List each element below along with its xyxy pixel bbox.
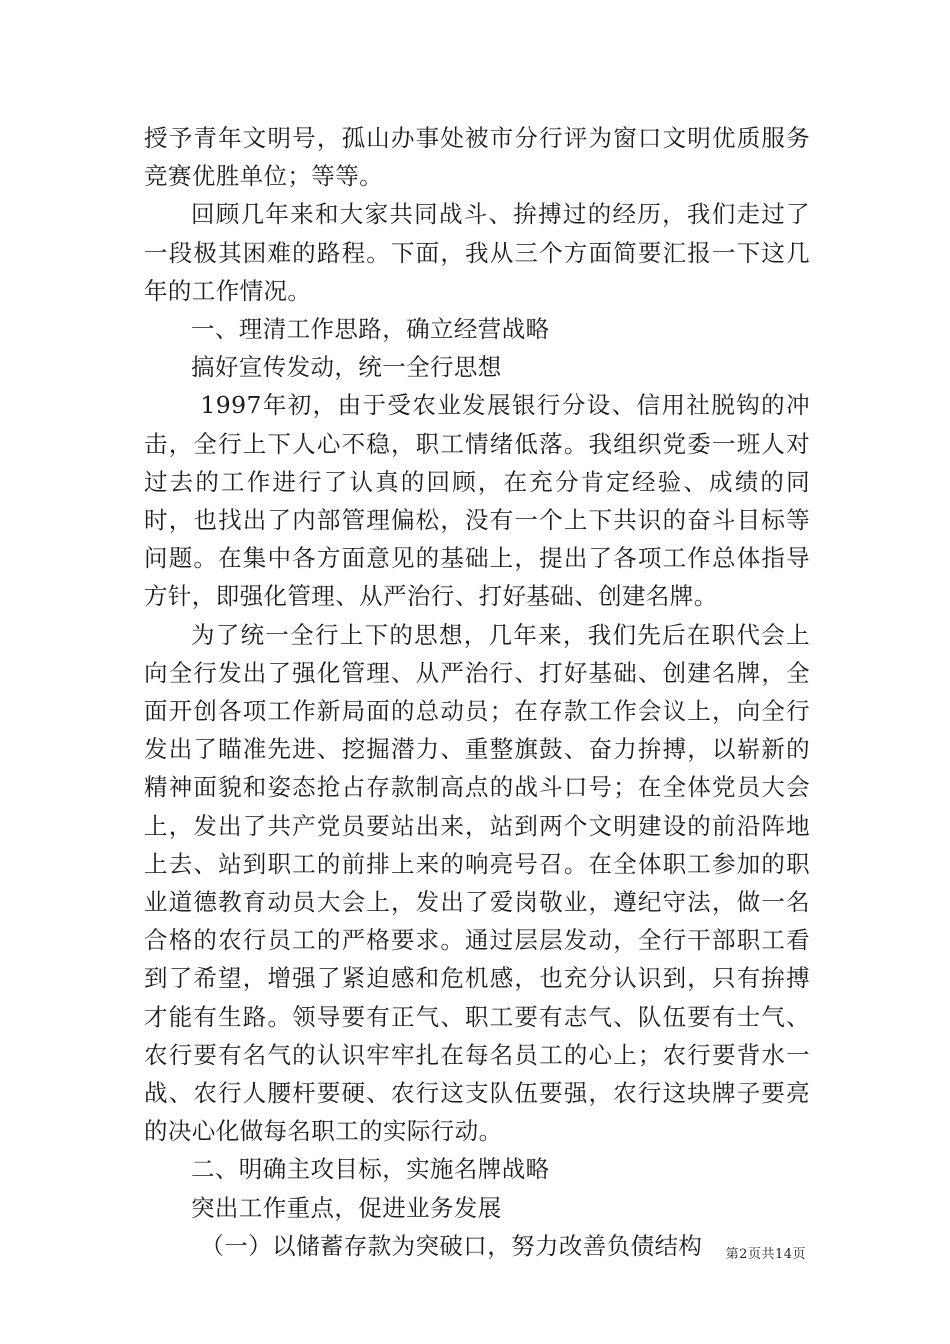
paragraph-mobilization: 为了统一全行上下的思想，几年来，我们先后在职代会上向全行发出了强化管理、从严治行、打好基础、创建名牌，全面开创各项工作新局面的总动员；在存款工作会议上，向全行发出了瞄准先进、挖掘潜力、重整旗鼓、奋力拚搏，以崭新的精神面貌和姿态抢占存款制高点的战斗口号；在全体党员大会上，发出了共产党员要站出来，站到两个文明建设的前沿阵地上去、站到职工的前排上来的响亮号召。在全体职工参加的职业道德教育动员大会上，发出了爱岗敬业，遵纪守法，做一名合格的农行员工的严格要求。通过层层发动，全行干部职工看到了希望，增强了紧迫感和危机感，也充分认识到，只有拚搏才能有生路。领导要有正气、职工要有志气、队伍要有士气、农行要有名气的认识牢牢扎在每名员工的心上；农行要背水一战、农行人腰杆要硬、农行这支队伍要强，农行这块牌子要亮的决心化做每名职工的实际行动。	[144, 620, 810, 1146]
page-number-footer: 第2页共14页	[725, 1247, 806, 1262]
section-heading-2: 二、明确主攻目标，实施名牌战略	[191, 1155, 550, 1184]
section-heading-1: 一、理清工作思路，确立经营战略	[191, 315, 550, 344]
paragraph-1997: 1997年初，由于受农业发展银行分设、信用社脱钩的冲击，全行上下人心不稳，职工情绪低落。我组织党委一班人对过去的工作进行了认真的回顾，在充分肯定经验、成绩的同时，也找出了内部管理偏松，没有一个上下共识的奋斗目标等问题。在集中各方面意见的基础上，提出了各项工作总体指导方针，即强化管理、从严治行、打好基础、创建名牌。	[144, 391, 810, 611]
subheading-2-item-1: （一）以储蓄存款为突破口，努力改善负债结构	[200, 1231, 703, 1260]
document-body	[144, 119, 810, 1265]
subheading-1: 搞好宣传发动，统一全行思想	[191, 353, 502, 382]
paragraph-review: 回顾几年来和大家共同战斗、拚搏过的经历，我们走过了一段极其困难的路程。下面，我从三个方面简要汇报一下这几年的工作情况。	[144, 200, 810, 305]
paragraph-continuation: 授予青年文明号，孤山办事处被市分行评为窗口文明优质服务竞赛优胜单位；等等。	[144, 124, 810, 191]
subheading-2: 突出工作重点，促进业务发展	[191, 1193, 502, 1222]
